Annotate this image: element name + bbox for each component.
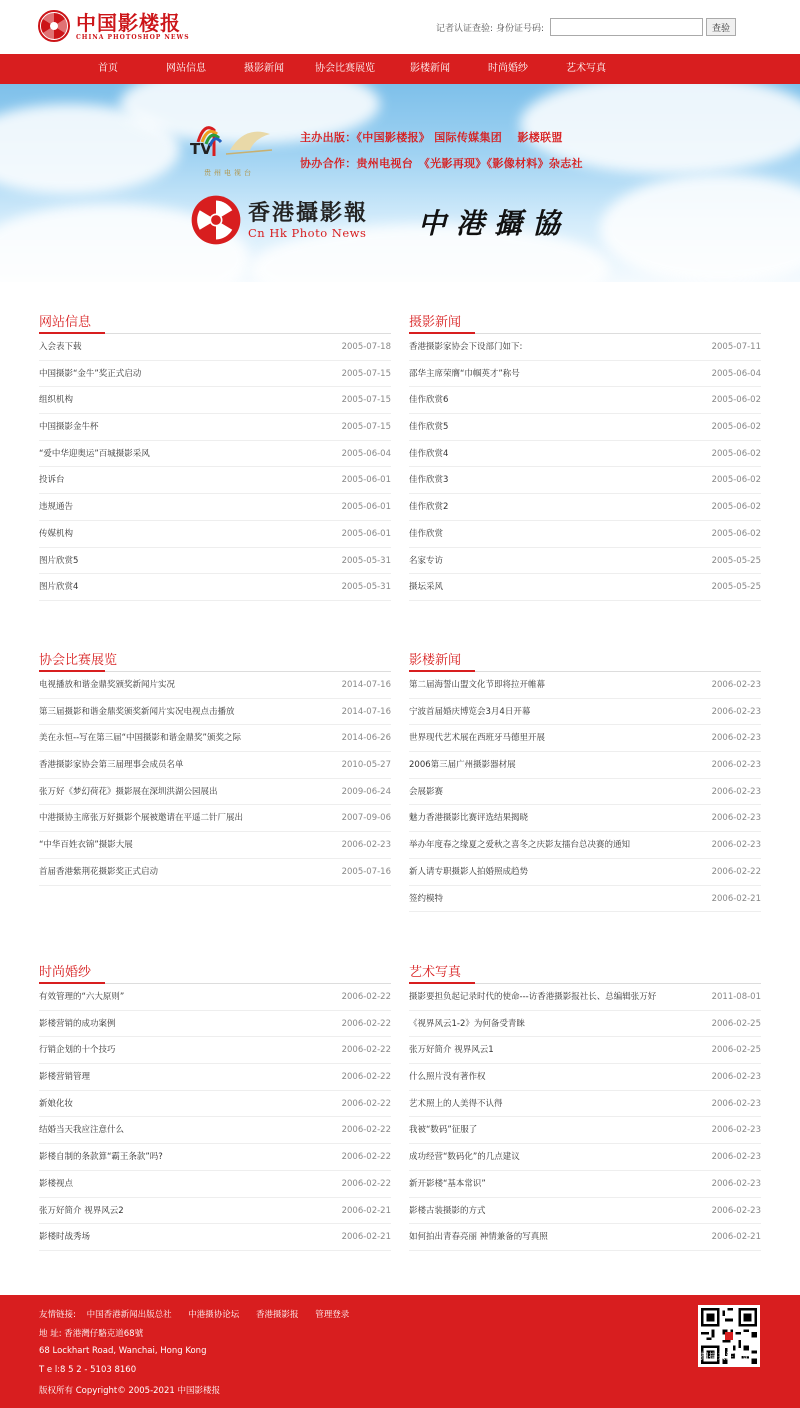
- logo-title: 中国影楼报: [76, 10, 181, 35]
- news-title-link[interactable]: 电视播放和谐金鼎奖颁奖新闻片实况: [39, 680, 176, 690]
- nav-item-photo-news[interactable]: 摄影新闻: [244, 63, 284, 74]
- list-item[interactable]: [39, 984, 391, 1011]
- cloud-decoration: [600, 174, 800, 282]
- news-title-link[interactable]: 影楼营销管理: [39, 1072, 91, 1083]
- news-date: 2005-06-01: [341, 475, 391, 486]
- news-title-link[interactable]: 组织机构: [39, 395, 74, 406]
- verify-label: 记者认证查验: 身份证号码:: [436, 23, 544, 34]
- news-date: 2005-06-02: [711, 475, 761, 486]
- news-date: 2006-02-22: [341, 1125, 391, 1136]
- list-item[interactable]: [39, 1011, 391, 1038]
- list-item[interactable]: [409, 387, 761, 414]
- news-title-link[interactable]: 宁波首届婚庆博览会3月4日开幕: [409, 706, 531, 717]
- list-item[interactable]: [409, 779, 761, 806]
- section-title[interactable]: 时尚婚纱: [39, 958, 391, 984]
- list-item[interactable]: [409, 805, 761, 832]
- news-date: 2009-06-24: [341, 786, 391, 797]
- news-title-link[interactable]: 佳作欣赏3: [409, 475, 449, 486]
- news-title-link[interactable]: 什么照片没有著作权: [409, 1072, 486, 1083]
- admin-login-link[interactable]: 管理登录: [315, 1310, 350, 1320]
- section-site-info: [39, 308, 391, 601]
- nav-item-site-info[interactable]: 网站信息: [166, 63, 206, 74]
- news-date: 2005-06-04: [341, 448, 391, 459]
- news-list: [409, 334, 761, 601]
- news-list: [409, 672, 761, 912]
- hk-logo-title: 香港攝影報: [248, 200, 369, 226]
- news-date: 2005-06-01: [341, 528, 391, 539]
- list-item[interactable]: [39, 414, 391, 441]
- news-date: 2006-02-22: [341, 1018, 391, 1029]
- news-date: 2005-05-31: [341, 555, 391, 566]
- news-title-link[interactable]: 第二届海誓山盟文化节即将拉开帷幕: [409, 680, 546, 690]
- news-date: 2006-02-23: [711, 813, 761, 824]
- list-item[interactable]: [39, 805, 391, 832]
- news-title-link[interactable]: 摄坛采风: [409, 582, 444, 593]
- list-item[interactable]: [409, 1037, 761, 1064]
- aperture-logo-icon: [38, 10, 70, 42]
- list-item[interactable]: [409, 1144, 761, 1171]
- section-art-photo: [409, 958, 761, 1251]
- list-item[interactable]: [409, 334, 761, 361]
- news-title-link[interactable]: 佳作欣赏2: [409, 502, 449, 513]
- news-date: 2005-05-31: [341, 582, 391, 593]
- section-wedding: [39, 958, 391, 1251]
- section-title[interactable]: 网站信息: [39, 308, 391, 334]
- list-item[interactable]: [409, 574, 761, 601]
- news-title-link[interactable]: 新娘化妆: [39, 1098, 74, 1109]
- news-date: 2006-02-21: [711, 1232, 761, 1243]
- list-item[interactable]: [39, 387, 391, 414]
- news-date: 2010-05-27: [341, 760, 391, 771]
- list-item[interactable]: [39, 1144, 391, 1171]
- friend-link[interactable]: 中港摄协论坛: [188, 1310, 240, 1320]
- news-date: 2005-07-18: [341, 342, 391, 352]
- aperture-logo-icon: [190, 194, 242, 246]
- news-title-link[interactable]: 首届香港紫荆花摄影奖正式启动: [39, 866, 159, 877]
- friend-links: [39, 1308, 363, 1320]
- list-item[interactable]: [409, 441, 761, 468]
- news-date: 2005-05-25: [711, 582, 761, 593]
- news-title-link[interactable]: 中国摄影“金牛”奖正式启动: [39, 368, 142, 379]
- news-title-link[interactable]: 佳作欣赏4: [409, 448, 449, 459]
- news-title-link[interactable]: 新开影楼“基本常识”: [409, 1178, 486, 1189]
- list-item[interactable]: [409, 521, 761, 548]
- news-title-link[interactable]: 艺术照上的人美得不认得: [409, 1098, 503, 1109]
- news-title-link[interactable]: 影楼营销的成功案例: [39, 1018, 116, 1029]
- list-item[interactable]: [409, 1011, 761, 1038]
- news-list: [409, 984, 761, 1251]
- news-date: 2005-06-02: [711, 395, 761, 406]
- list-item[interactable]: [39, 1171, 391, 1198]
- news-title-link[interactable]: 我被“数码”征服了: [409, 1125, 478, 1136]
- news-date: 2006-02-22: [341, 1072, 391, 1083]
- list-item[interactable]: [39, 441, 391, 468]
- news-date: 2006-02-23: [711, 680, 761, 690]
- logo-subtitle: CHINA PHOTOSHOP NEWS: [76, 33, 190, 41]
- news-date: 2005-07-15: [341, 368, 391, 379]
- list-item[interactable]: [39, 1037, 391, 1064]
- hk-photo-news-logo: [190, 194, 368, 246]
- list-item[interactable]: [409, 859, 761, 886]
- list-item[interactable]: [39, 361, 391, 388]
- list-item[interactable]: [39, 1091, 391, 1118]
- list-item[interactable]: [39, 699, 391, 726]
- news-date: 2006-02-23: [711, 1178, 761, 1189]
- news-title-link[interactable]: 会展影赛: [409, 786, 444, 797]
- list-item[interactable]: [39, 1117, 391, 1144]
- news-date: 2011-08-01: [711, 992, 761, 1002]
- news-date: 2006-02-23: [711, 706, 761, 717]
- section-title[interactable]: 影楼新闻: [409, 646, 761, 672]
- list-item[interactable]: [409, 1171, 761, 1198]
- news-date: 2006-02-25: [711, 1018, 761, 1029]
- news-date: 2006-02-25: [711, 1045, 761, 1056]
- news-date: 2005-06-02: [711, 422, 761, 433]
- list-item[interactable]: [39, 752, 391, 779]
- news-date: 2006-02-22: [341, 1098, 391, 1109]
- news-title-link[interactable]: 中国摄影金牛杯: [39, 422, 99, 433]
- news-date: 2006-02-23: [711, 1125, 761, 1136]
- news-date: 2006-02-23: [711, 733, 761, 744]
- news-title-link[interactable]: 行销企划的十个技巧: [39, 1045, 116, 1056]
- news-title-link[interactable]: 摄影要担负起记录时代的使命---访香港摄影报社长、总编辑张万好: [409, 992, 657, 1002]
- list-item[interactable]: [39, 1198, 391, 1225]
- list-item[interactable]: [409, 725, 761, 752]
- list-item[interactable]: [39, 832, 391, 859]
- news-date: 2006-02-23: [711, 1205, 761, 1216]
- news-title-link[interactable]: 投诉台: [39, 475, 65, 486]
- list-item[interactable]: [409, 752, 761, 779]
- list-item[interactable]: [39, 521, 391, 548]
- news-date: 2014-07-16: [341, 706, 391, 717]
- news-date: 2006-02-22: [341, 992, 391, 1002]
- list-item[interactable]: [409, 548, 761, 575]
- news-date: 2006-02-21: [711, 893, 761, 904]
- list-item[interactable]: [409, 414, 761, 441]
- list-item[interactable]: [409, 984, 761, 1011]
- news-title-link[interactable]: 违规通告: [39, 502, 74, 513]
- news-date: 2005-07-15: [341, 422, 391, 433]
- footer: [0, 1295, 800, 1408]
- news-title-link[interactable]: 图片欣赏5: [39, 555, 79, 566]
- reporter-verify-form: [436, 18, 736, 36]
- nav-item-art-photo[interactable]: 艺术写真: [566, 63, 606, 74]
- news-list: [39, 334, 391, 601]
- list-item[interactable]: [409, 1064, 761, 1091]
- news-date: 2005-06-02: [711, 448, 761, 459]
- news-title-link[interactable]: 第三届摄影和谐金鼎奖颁奖新闻片实况电视点击播放: [39, 706, 235, 717]
- news-list: [39, 672, 391, 886]
- list-item[interactable]: [39, 1064, 391, 1091]
- news-title-link[interactable]: 2006第三届广州摄影器材展: [409, 760, 516, 771]
- news-date: 2005-05-25: [711, 555, 761, 566]
- news-title-link[interactable]: 成功经营“数码化”的几点建议: [409, 1152, 520, 1163]
- news-date: 2006-02-22: [341, 1152, 391, 1163]
- section-photo-news: [409, 308, 761, 601]
- hk-logo-subtitle: Cn Hk Photo News: [248, 226, 367, 240]
- news-title-link[interactable]: 传媒机构: [39, 528, 74, 539]
- address-en: 68 Lockhart Road, Wanchai, Hong Kong: [39, 1346, 207, 1356]
- news-title-link[interactable]: 佳作欣赏: [409, 528, 444, 539]
- news-title-link[interactable]: 佳作欣赏6: [409, 395, 449, 406]
- news-title-link[interactable]: 新人请专职摄影人拍婚照成趋势: [409, 866, 529, 877]
- news-title-link[interactable]: 影楼自制的条款算“霸王条款”吗?: [39, 1152, 163, 1163]
- main-nav: [0, 54, 800, 84]
- id-number-input[interactable]: [550, 18, 703, 36]
- news-title-link[interactable]: 香港摄影家协会下设部门如下:: [409, 342, 523, 352]
- news-date: 2005-06-01: [341, 502, 391, 513]
- nav-item-studio-news[interactable]: 影楼新闻: [410, 63, 450, 74]
- organizer-text: 主办出版：《中国影楼报》 国际传媒集团 影楼联盟: [300, 131, 563, 144]
- section-association: [39, 646, 391, 886]
- friend-link[interactable]: 中国香港新闻出版总社: [86, 1310, 172, 1320]
- news-title-link[interactable]: 佳作欣赏5: [409, 422, 449, 433]
- news-title-link[interactable]: 美在永恒--写在第三届“中国摄影和谐金鼎奖”颁奖之际: [39, 733, 241, 744]
- list-item[interactable]: [39, 548, 391, 575]
- news-title-link[interactable]: 影楼古装摄影的方式: [409, 1205, 486, 1216]
- news-date: 2014-07-16: [341, 680, 391, 690]
- list-item[interactable]: [409, 1117, 761, 1144]
- news-title-link[interactable]: 中港摄协主席张万好摄影个展被邀请在平遥二针厂展出: [39, 813, 244, 824]
- section-title[interactable]: 协会比赛展览: [39, 646, 391, 672]
- list-item[interactable]: [409, 467, 761, 494]
- section-title[interactable]: 艺术写真: [409, 958, 761, 984]
- nav-item-home[interactable]: 首页: [98, 63, 118, 74]
- site-logo[interactable]: [38, 10, 190, 42]
- news-date: 2006-02-22: [341, 1178, 391, 1189]
- list-item[interactable]: [39, 1224, 391, 1251]
- news-title-link[interactable]: 魅力香港摄影比赛评选结果揭晓: [409, 813, 529, 824]
- news-date: 2006-02-22: [341, 1045, 391, 1056]
- list-item[interactable]: [409, 672, 761, 699]
- list-item[interactable]: [409, 494, 761, 521]
- banner: [0, 84, 800, 282]
- list-item[interactable]: [39, 672, 391, 699]
- news-date: 2014-06-26: [341, 733, 391, 744]
- news-title-link[interactable]: “爱中华迎奥运”百城摄影采风: [39, 448, 150, 459]
- news-title-link[interactable]: 世界现代艺术展在西班牙马德里开展: [409, 733, 546, 744]
- list-item[interactable]: [39, 725, 391, 752]
- news-title-link[interactable]: “中华百姓衣锦”摄影大展: [39, 840, 133, 851]
- news-title-link[interactable]: 《视界风云1-2》为何备受青睐: [409, 1018, 525, 1029]
- friend-link[interactable]: 香港摄影报: [256, 1310, 299, 1320]
- list-item[interactable]: [409, 1224, 761, 1251]
- tv-logo-text: 贵州电视台: [204, 169, 254, 177]
- news-title-link[interactable]: 结婚当天我应注意什么: [39, 1125, 125, 1136]
- news-date: 2005-07-11: [711, 342, 761, 352]
- news-title-link[interactable]: 有效管理的“六大原则”: [39, 992, 125, 1002]
- news-title-link[interactable]: 入会表下载: [39, 342, 82, 352]
- list-item[interactable]: [39, 779, 391, 806]
- news-title-link[interactable]: 张万好简介 视界风云1: [409, 1045, 494, 1056]
- guizhou-tv-logo: [190, 120, 280, 185]
- list-item[interactable]: [409, 832, 761, 859]
- header: [0, 0, 800, 54]
- news-title-link[interactable]: 邵华主席荣膺“巾帼英才”称号: [409, 368, 520, 379]
- news-date: 2006-02-23: [711, 840, 761, 851]
- news-date: 2006-02-23: [711, 1098, 761, 1109]
- section-title[interactable]: 摄影新闻: [409, 308, 761, 334]
- co-organizer-text: 协办合作：贵州电视台 《光影再现》《影像材料》杂志社: [300, 157, 583, 170]
- nav-item-association[interactable]: 协会比赛展览: [315, 63, 375, 74]
- news-title-link[interactable]: 香港摄影家协会第三届理事会成员名单: [39, 760, 184, 771]
- list-item[interactable]: [409, 1091, 761, 1118]
- news-title-link[interactable]: 如何拍出青春亮丽 神情兼备的写真照: [409, 1232, 548, 1243]
- news-date: 2006-02-23: [711, 1072, 761, 1083]
- list-item[interactable]: [409, 1198, 761, 1225]
- address-cn: 地 址: 香港灣仔駱克道68號: [39, 1329, 144, 1339]
- list-item[interactable]: [39, 467, 391, 494]
- news-date: 2006-02-23: [341, 840, 391, 851]
- news-title-link[interactable]: 图片欣赏4: [39, 582, 79, 593]
- news-date: 2007-09-06: [341, 813, 391, 824]
- svg-text:TV: TV: [190, 140, 212, 158]
- list-item[interactable]: [39, 494, 391, 521]
- news-title-link[interactable]: 张万好简介 视界风云2: [39, 1205, 124, 1216]
- list-item[interactable]: [39, 574, 391, 601]
- verify-button[interactable]: 查验: [706, 18, 736, 36]
- list-item[interactable]: [409, 699, 761, 726]
- news-title-link[interactable]: 签约模特: [409, 893, 444, 904]
- news-date: 2006-02-23: [711, 1152, 761, 1163]
- list-item[interactable]: [39, 334, 391, 361]
- qr-caption: 扫描关注网站: [700, 1352, 752, 1362]
- news-list: [39, 984, 391, 1251]
- friend-links-label: 友情链接:: [39, 1310, 76, 1320]
- news-date: 2006-02-22: [711, 866, 761, 877]
- news-date: 2006-02-23: [711, 760, 761, 771]
- list-item[interactable]: [409, 361, 761, 388]
- section-studio-news: [409, 646, 761, 912]
- news-date: 2005-07-16: [341, 866, 391, 877]
- news-title-link[interactable]: 张万好《梦幻荷花》摄影展在深圳洪湖公园展出: [39, 786, 218, 797]
- news-date: 2006-02-21: [341, 1232, 391, 1243]
- nav-item-wedding[interactable]: 时尚婚纱: [488, 63, 528, 74]
- news-title-link[interactable]: 名家专访: [409, 555, 444, 566]
- news-date: 2006-02-21: [341, 1205, 391, 1216]
- news-date: 2005-06-04: [711, 368, 761, 379]
- news-date: 2005-06-02: [711, 528, 761, 539]
- news-title-link[interactable]: 影楼视点: [39, 1178, 74, 1189]
- telephone: T e l:8 5 2 - 5103 8160: [39, 1365, 137, 1375]
- news-date: 2005-06-02: [711, 502, 761, 513]
- list-item[interactable]: [409, 886, 761, 913]
- copyright: 版权所有 Copyright© 2005-2021 中国影楼报: [39, 1386, 220, 1396]
- news-date: 2005-07-15: [341, 395, 391, 406]
- list-item[interactable]: [39, 859, 391, 886]
- news-title-link[interactable]: 影楼时战秀场: [39, 1232, 91, 1243]
- association-calligraphy: 中港攝協: [418, 207, 571, 240]
- news-title-link[interactable]: 举办年度春之缘夏之爱秋之喜冬之庆影友擂台总决赛的通知: [409, 840, 631, 851]
- news-date: 2006-02-23: [711, 786, 761, 797]
